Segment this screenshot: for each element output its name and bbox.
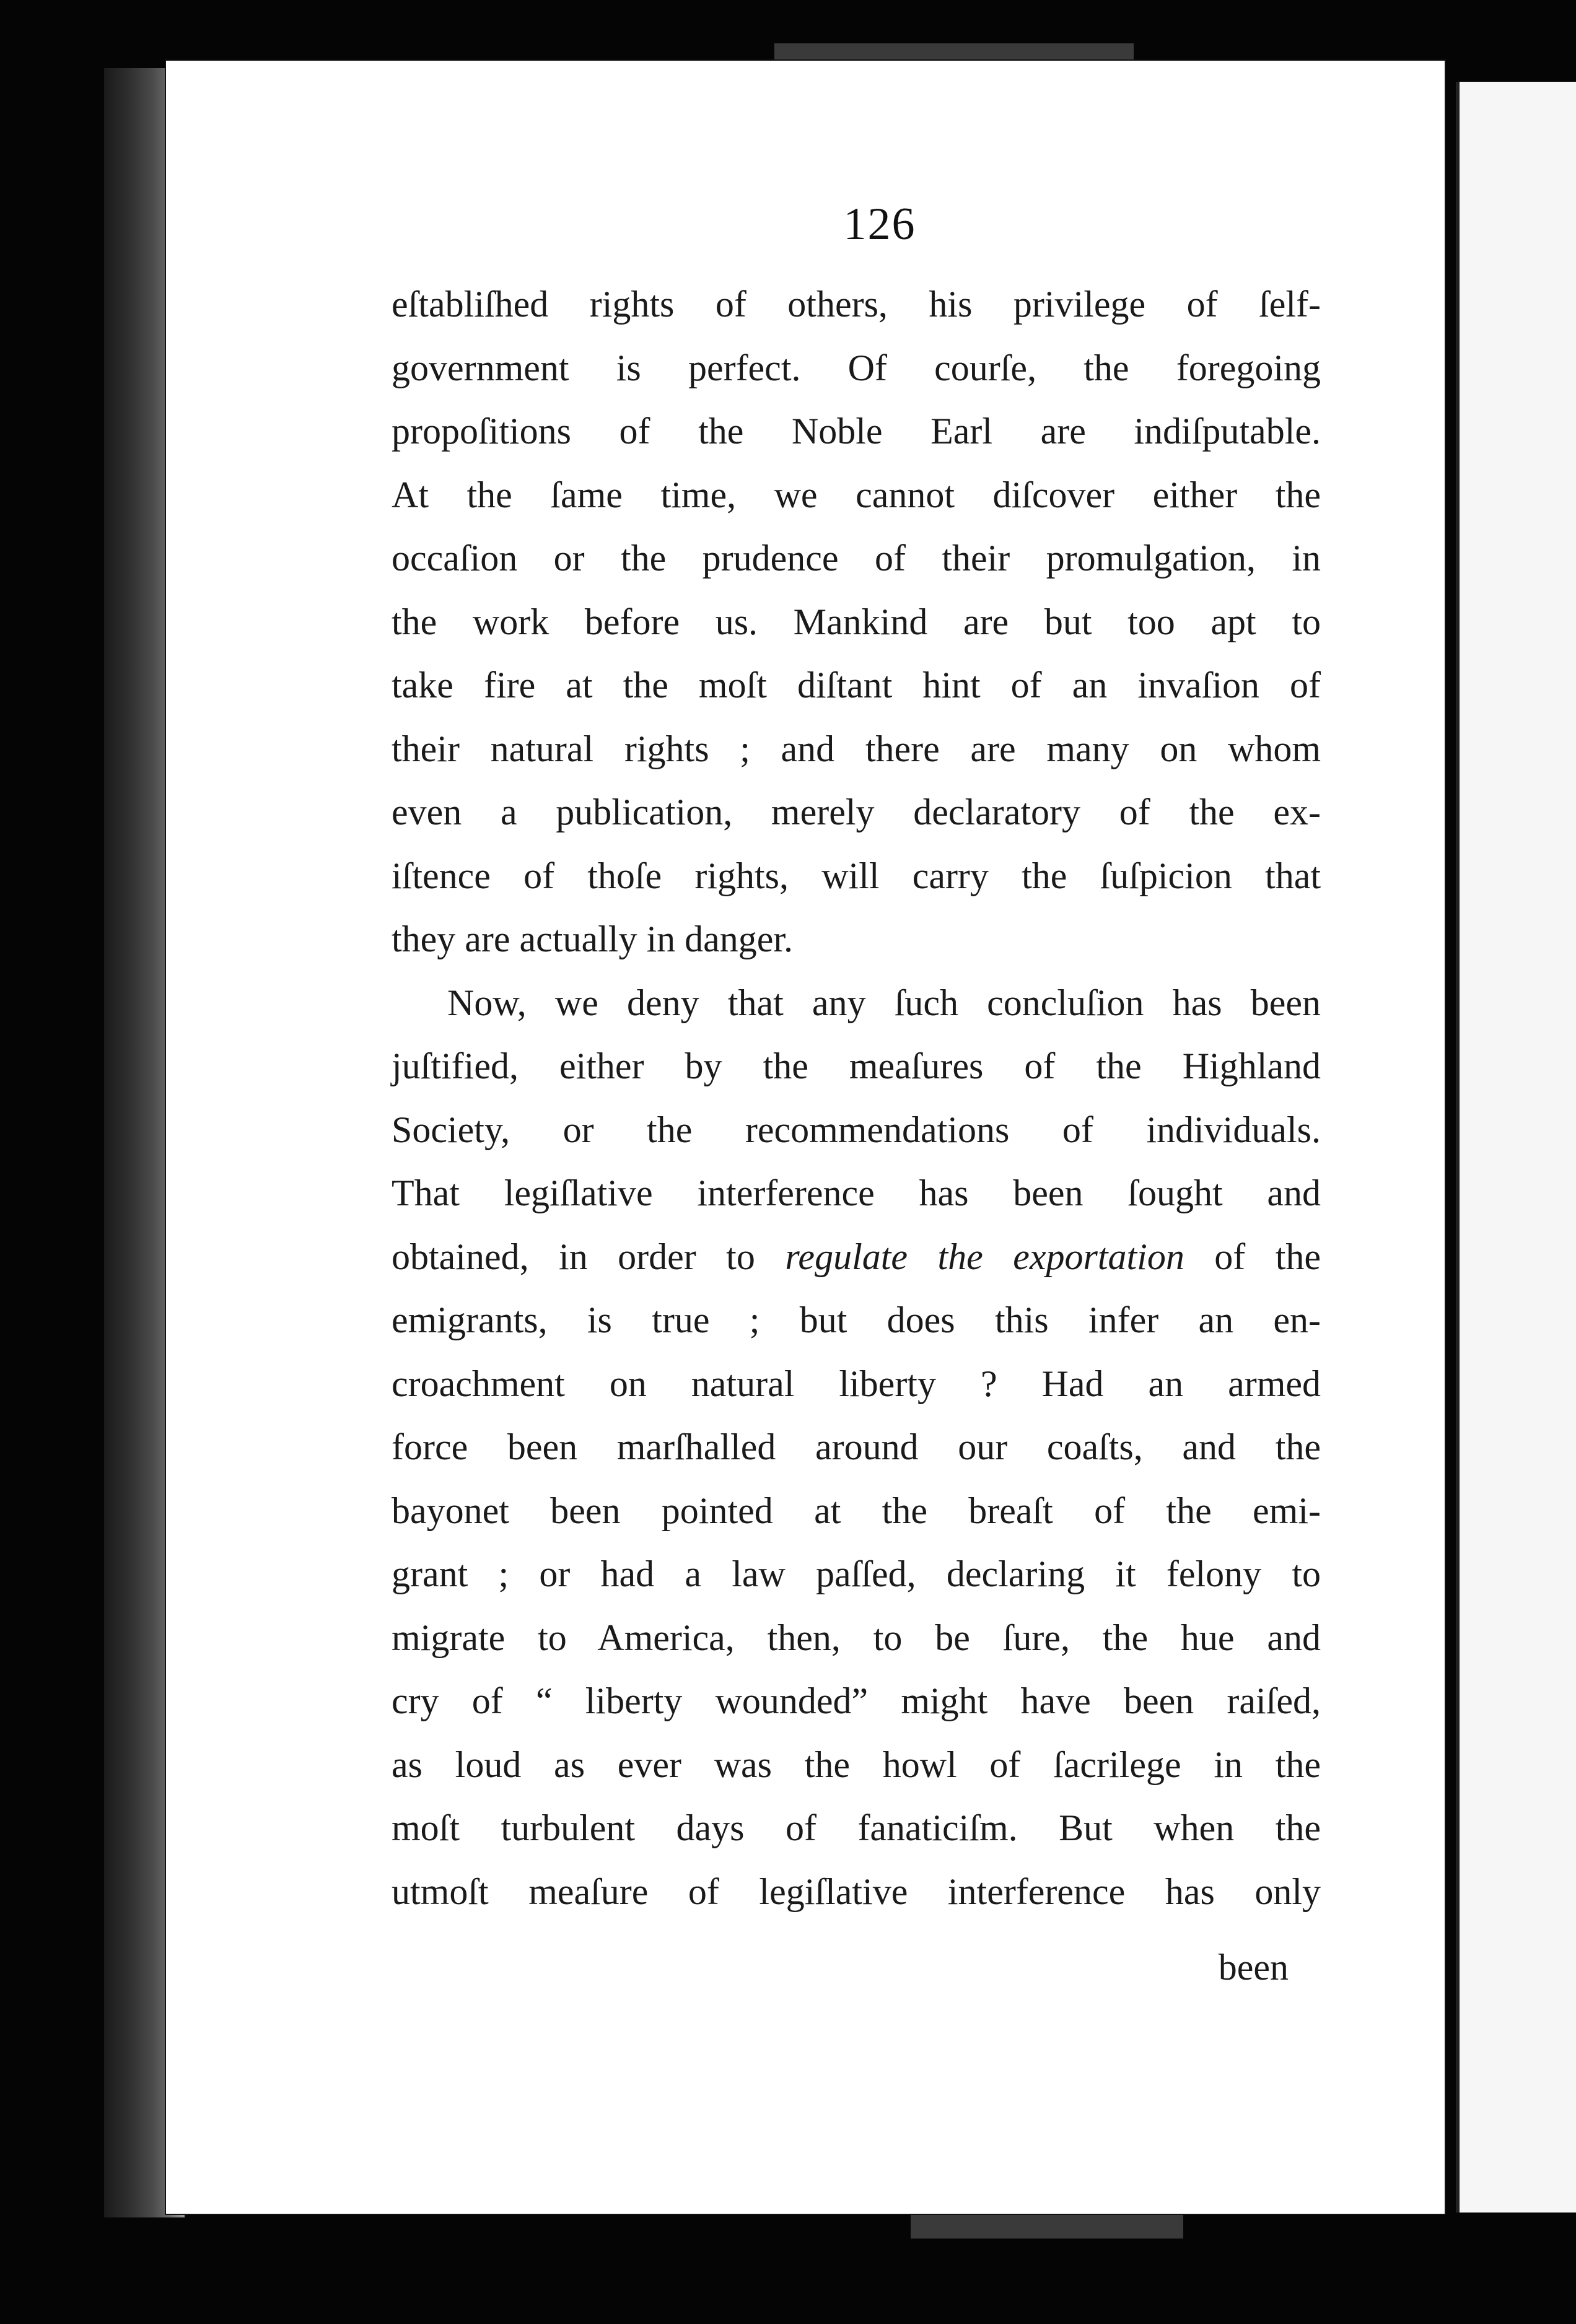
text-line: croachment on natural liberty ? Had an armed [392,1363,1321,1404]
text-line: as loud as ever was the howl of ſacrilege in the [392,1744,1321,1785]
text-line: propoſitions of the Noble Earl are indiſputable. [392,411,1321,452]
text-line: Society, or the recommendations of individuals. [392,1109,1321,1150]
text-line: grant ; or had a law paſſed, declaring it felony to [392,1553,1321,1594]
page-number: 126 [843,199,916,250]
text-line: government is perfect. Of courſe, the foregoing [392,347,1321,388]
body-text [392,273,1321,1923]
text-line: force been marſhalled around our coaſts, and the [392,1426,1321,1467]
text-line-with-italic [392,1225,1321,1289]
text-line: their natural rights ; and there are many on whom [392,728,1321,769]
text-line: the work before us. Mankind are but too apt to [392,601,1321,642]
text-line: eſtabliſhed rights of others, his privilege of ſelf- [392,284,1321,325]
text-line: At the ſame time, we cannot diſcover either the [392,474,1321,515]
text-line: they are actually in danger. [392,919,794,959]
text-line: even a publication, merely declaratory of the ex- [392,792,1321,832]
scan-clip-bottom [911,2211,1183,2239]
adjacent-page-edge [1456,82,1576,2213]
text-line: moſt turbulent days of fanaticiſm. But when the [392,1807,1321,1848]
text-line: Now, we deny that any ſuch concluſion has been [447,982,1321,1023]
text-line: take fire at the moſt diſtant hint of an invaſion of [392,665,1321,706]
text-line: That legiſlative interference has been ſought and [392,1173,1321,1213]
text-line: occaſion or the prudence of their promulgation, in [392,538,1321,579]
text-line: utmoſt meaſure of legiſlative interference has only [392,1871,1321,1912]
text-line: iſtence of thoſe rights, will carry the ſuſpicion that [392,855,1321,896]
text-line: cry of “ liberty wounded” might have been raiſed, [392,1680,1321,1721]
text-line: emigrants, is true ; but does this infer an en- [392,1300,1321,1340]
text-segment: obtained, in order to [392,1236,755,1277]
text-segment: of the [1214,1236,1321,1277]
text-line: juſtified, either by the meaſures of the Highland [392,1046,1321,1086]
catchword: been [1218,1947,1289,1988]
italic-phrase: regulate the exportation [785,1236,1184,1277]
text-line: bayonet been pointed at the breaſt of the emi- [392,1490,1321,1531]
text-line: migrate to America, then, to be ſure, the hue and [392,1617,1321,1658]
